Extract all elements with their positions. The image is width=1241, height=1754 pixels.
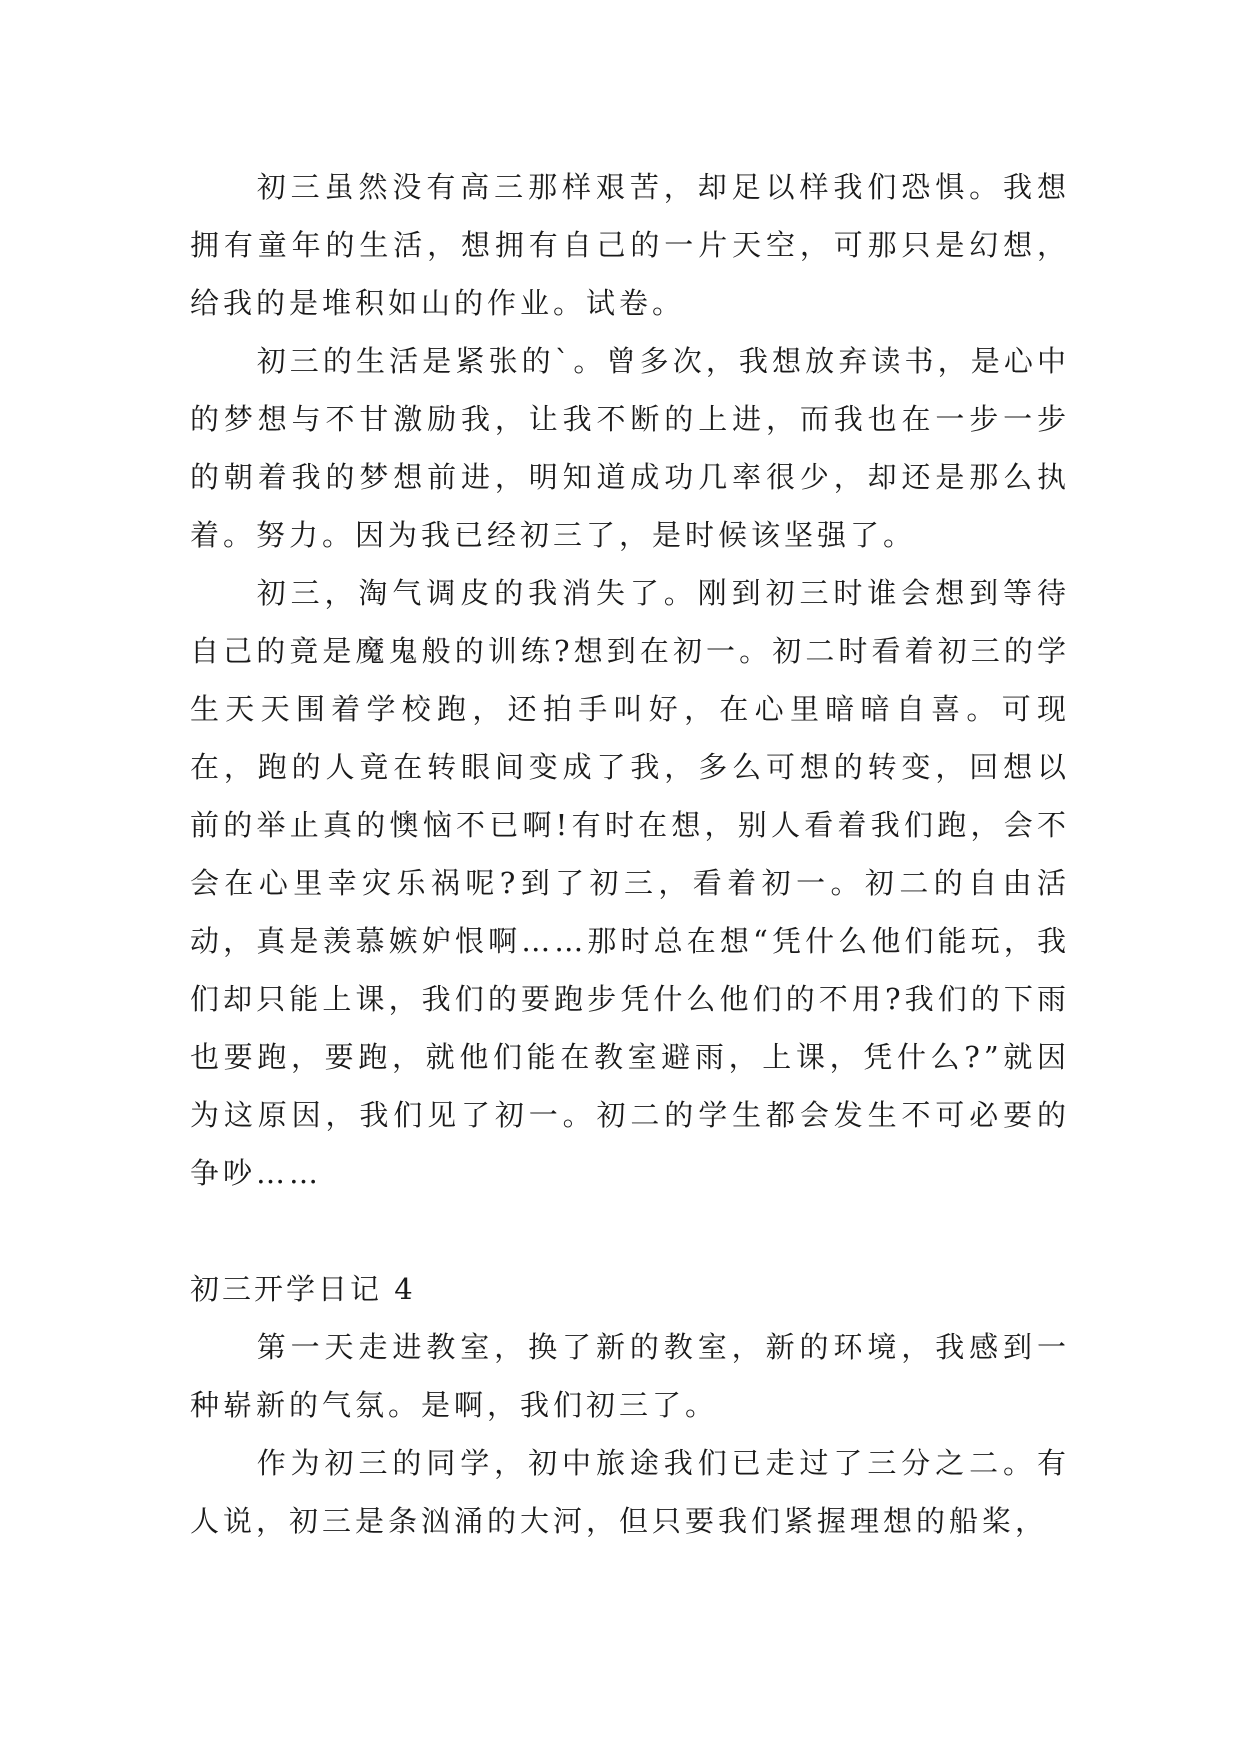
section-heading: 初三开学日记 4 <box>190 1272 416 1306</box>
paragraph: 初三的生活是紧张的`。曾多次，我想放弃读书，是心中的梦想与不甘激励我，让我不断的上进，而我也在一步一步的朝着我的梦想前进，明知道成功几率很少，却还是那么执着。努力。因为我已经初三了，是时候该坚强了。 <box>190 344 1070 552</box>
document-body <box>190 158 1070 1550</box>
paragraph: 初三，淘气调皮的我消失了。刚到初三时谁会想到等待自己的竟是魔鬼般的训练?想到在初一。初二时看着初三的学生天天围着学校跑，还拍手叫好，在心里暗暗自喜。可现在，跑的人竟在转眼间变成了我，多么可想的转变，回想以前的举止真的懊恼不已啊!有时在想，别人看着我们跑，会不会在心里幸灾乐祸呢?到了初三，看着初一。初二的自由活动，真是羡慕嫉妒恨啊……那时总在想“凭什么他们能玩，我们却只能上课，我们的要跑步凭什么他们的不用?我们的下雨也要跑，要跑，就他们能在教室避雨，上课，凭什么?”就因为这原因，我们见了初一。初二的学生都会发生不可必要的争吵…… <box>190 576 1070 1190</box>
paragraph: 第一天走进教室，换了新的教室，新的环境，我感到一种崭新的气氛。是啊，我们初三了。 <box>190 1330 1070 1422</box>
paragraph: 初三虽然没有高三那样艰苦，却足以样我们恐惧。我想拥有童年的生活，想拥有自己的一片天空，可那只是幻想，给我的是堆积如山的作业。试卷。 <box>190 170 1070 320</box>
paragraph: 作为初三的同学，初中旅途我们已走过了三分之二。有人说，初三是条汹涌的大河，但只要我们紧握理想的船桨， <box>190 1446 1070 1538</box>
